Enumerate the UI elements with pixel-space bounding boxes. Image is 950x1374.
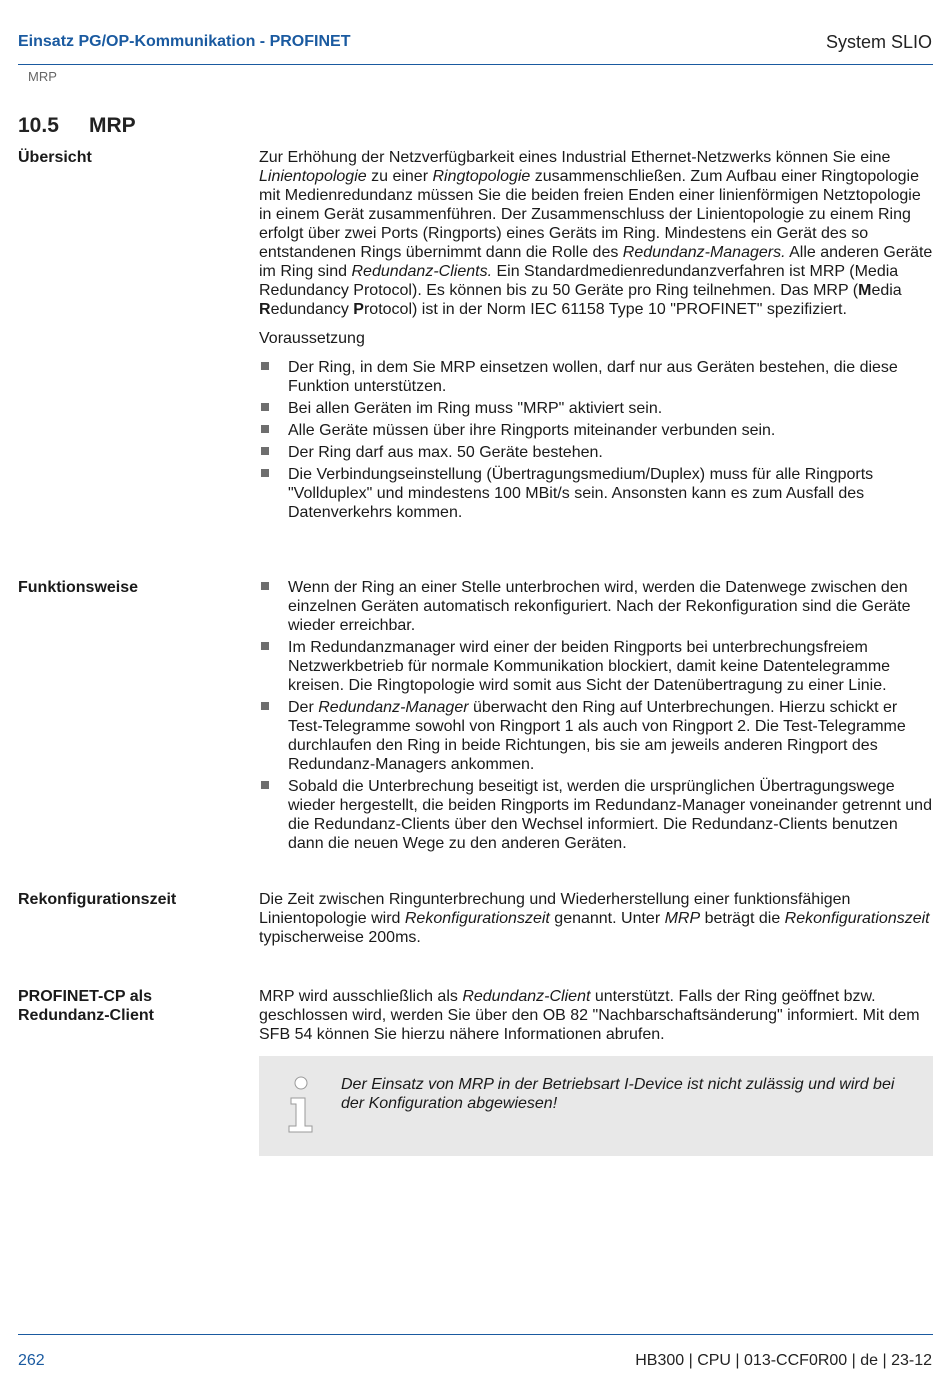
bullet-square-icon [261, 362, 269, 370]
bullet-square-icon [261, 469, 269, 477]
section-number: 10.5 [18, 114, 59, 137]
info-icon [285, 1076, 317, 1134]
requirements-list [259, 358, 933, 522]
list-item: Der Redundanz-Manager überwacht den Ring auf Unterbrechungen. Hierzu schickt er Test-Telegramme sowohl von Ringport 1 als auch von Ringport 2. Die Test-Telegramme durchlaufen den Ring in beide Richtungen, bis sie am jeweils anderen Ringport des Redundanz-Managers ankommen. [259, 698, 933, 774]
function-content [259, 578, 933, 856]
note-box [259, 1056, 933, 1156]
list-item: Sobald die Unterbrechung beseitigt ist, werden die ursprünglichen Übertragungswege wieder hergestellt, die beiden Ringports im Redundanz-Manager voneinander getrennt und die Redundanz-Clients über den Wechsel informiert. Die Redundanz-Clients benutzen dann die neuen Wege zu den anderen Geräten. [259, 777, 933, 853]
cp-paragraph: MRP wird ausschließlich als Redundanz-Client unterstützt. Falls der Ring geöffnet bzw. geschlossen wird, werden Sie über den OB 82 "Nachbarschaftsänderung" informiert. Mit dem SFB 54 können Sie hierzu nähere Informationen abrufen. [259, 988, 920, 1043]
reconfig-label: Rekonfigurationszeit [18, 891, 177, 908]
bullet-square-icon [261, 447, 269, 455]
list-item: Bei allen Geräten im Ring muss "MRP" aktiviert sein. [259, 399, 933, 418]
overview-label: Übersicht [18, 149, 92, 166]
header-divider [18, 64, 933, 65]
running-header-subtitle: MRP [28, 69, 57, 84]
list-item: Der Ring darf aus max. 50 Geräte bestehen. [259, 443, 933, 462]
bullet-square-icon [261, 642, 269, 650]
reconfig-content [259, 890, 933, 947]
section-heading [18, 114, 136, 138]
bullet-square-icon [261, 403, 269, 411]
note-text: Der Einsatz von MRP in der Betriebsart I-Device ist nicht zulässig und wird bei der Konfiguration abgewiesen! [341, 1076, 895, 1112]
list-item: Die Verbindungseinstellung (Übertragungsmedium/Duplex) muss für alle Ringports "Vollduplex" und mindestens 100 MBit/s sein. Ansonsten kann es zum Ausfall des Datenverkehrs kommen. [259, 465, 933, 522]
function-label: Funktionsweise [18, 579, 139, 596]
list-item: Wenn der Ring an einer Stelle unterbrochen wird, werden die Datenwege zwischen den einzelnen Geräten automatisch rekonfiguriert. Nach der Rekonfiguration sind die Geräte wieder erreichbar. [259, 578, 933, 635]
requirement-label: Voraussetzung [259, 330, 365, 347]
section-title: MRP [89, 114, 136, 137]
reconfig-paragraph: Die Zeit zwischen Ringunterbrechung und Wiederherstellung einer funktionsfähigen Linientopologie wird Rekonfigurationszeit genannt. Unter MRP beträgt die Rekonfigurationszeit typischerweise 200ms. [259, 891, 930, 946]
footer-divider [18, 1334, 933, 1335]
overview-content [259, 148, 933, 525]
page-number: 262 [18, 1352, 45, 1369]
function-list [259, 578, 933, 853]
bullet-square-icon [261, 781, 269, 789]
footer-doc-id: HB300 | CPU | 013-CCF0R00 | de | 23-12 [635, 1352, 932, 1369]
cp-label: PROFINET-CP als Redundanz-Client [18, 988, 154, 1024]
bullet-square-icon [261, 425, 269, 433]
list-item: Im Redundanzmanager wird einer der beiden Ringports bei unterbrechungsfreiem Netzwerkbetrieb für normale Kommunikation blockiert, damit keine Datentelegramme kreisen. Die Ringtopologie wird somit aus Sicht der Datenübertragung zu einer Linie. [259, 638, 933, 695]
cp-content [259, 987, 933, 1044]
overview-paragraph: Zur Erhöhung der Netzverfügbarkeit eines Industrial Ethernet-Netzwerks können Sie eine Linientopologie zu einer Ringtopologie zusammenschließen. Zum Aufbau einer Ringtopologie mit Medienredundanz müssen Sie die beiden freien Enden einer linienförmigen Netztopologie in einem Gerät zusammenführen. Der Zusammenschluss der Linientopologie zu einem Ring erfolgt über zwei Ports (Ringports) eines Geräts im Ring. Mindestens ein Gerät des so entstandenen Rings übernimmt dann die Rolle des Redundanz-Managers. Alle anderen Geräte im Ring sind Redundanz-Clients. Ein Standardmedienredundanzverfahren ist MRP (Media Redundancy Protocol). Es können bis zu 50 Geräte pro Ring teilnehmen. Das MRP (Media Redundancy Protocol) ist in der Norm IEC 61158 Type 10 "PROFINET" spezifiziert. [259, 149, 933, 318]
bullet-square-icon [261, 582, 269, 590]
list-item: Alle Geräte müssen über ihre Ringports miteinander verbunden sein. [259, 421, 933, 440]
running-header-title: Einsatz PG/OP-Kommunikation - PROFINET [18, 33, 351, 50]
list-item: Der Ring, in dem Sie MRP einsetzen wollen, darf nur aus Geräten bestehen, die diese Funktion unterstützen. [259, 358, 933, 396]
bullet-square-icon [261, 702, 269, 710]
running-header-product: System SLIO [825, 32, 932, 52]
